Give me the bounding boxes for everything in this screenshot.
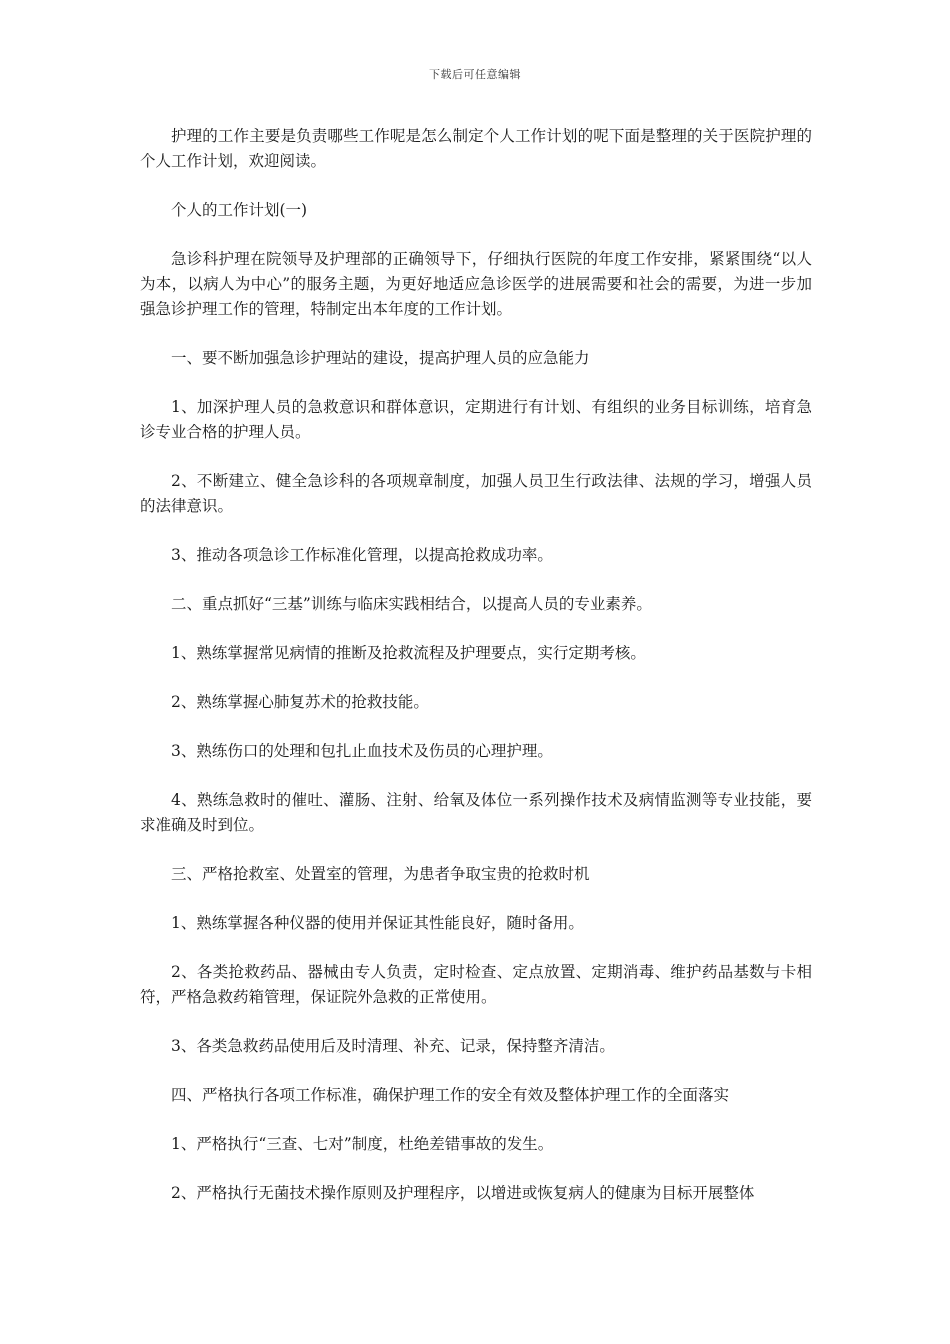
list-item: 2、熟练掌握心肺复苏术的抢救技能。 [171, 693, 429, 711]
document-body [140, 124, 812, 1230]
list-item: 1、熟练掌握各种仪器的使用并保证其性能良好，随时备用。 [171, 914, 584, 932]
list-item: 3、推动各项急诊工作标准化管理，以提高抢救成功率。 [171, 546, 553, 564]
section-title: 个人的工作计划(一) [171, 201, 308, 219]
list-item: 1、严格执行“三查、七对”制度，杜绝差错事故的发生。 [171, 1135, 554, 1153]
list-item: 1、加深护理人员的急救意识和群体意识，定期进行有计划、有组织的业务目标训练，培育急诊专业合格的护理人员。 [140, 398, 812, 441]
list-item: 3、熟练伤口的处理和包扎止血技术及伤员的心理护理。 [171, 742, 553, 760]
heading-1: 一、要不断加强急诊护理站的建设，提高护理人员的应急能力 [171, 349, 590, 367]
intro-paragraph: 护理的工作主要是负责哪些工作呢是怎么制定个人工作计划的呢下面是整理的关于医院护理的个人工作计划，欢迎阅读。 [140, 127, 812, 170]
heading-3: 三、严格抢救室、处置室的管理，为患者争取宝贵的抢救时机 [171, 865, 590, 883]
list-item: 3、各类急救药品使用后及时清理、补充、记录，保持整齐清洁。 [171, 1037, 615, 1055]
heading-4: 四、严格执行各项工作标准，确保护理工作的安全有效及整体护理工作的全面落实 [171, 1086, 730, 1104]
page-header-note: 下载后可任意编辑 [429, 68, 521, 81]
list-item: 1、熟练掌握常见病情的推断及抢救流程及护理要点，实行定期考核。 [171, 644, 646, 662]
paragraph: 急诊科护理在院领导及护理部的正确领导下，仔细执行医院的年度工作安排，紧紧围绕“以人为本，以病人为中心”的服务主题，为更好地适应急诊医学的进展需要和社会的需要，为进一步加强急诊护理工作的管理，特制定出本年度的工作计划。 [140, 250, 812, 318]
list-item: 2、严格执行无菌技术操作原则及护理程序，以增进或恢复病人的健康为目标开展整体 [171, 1184, 755, 1202]
list-item: 2、各类抢救药品、器械由专人负责，定时检查、定点放置、定期消毒、维护药品基数与卡相符，严格急救药箱管理，保证院外急救的正常使用。 [140, 963, 812, 1006]
list-item: 2、不断建立、健全急诊科的各项规章制度，加强人员卫生行政法律、法规的学习，增强人员的法律意识。 [140, 472, 812, 515]
heading-2: 二、重点抓好“三基”训练与临床实践相结合，以提高人员的专业素养。 [171, 595, 652, 613]
list-item: 4、熟练急救时的催吐、灌肠、注射、给氧及体位一系列操作技术及病情监测等专业技能，要求准确及时到位。 [140, 791, 812, 834]
